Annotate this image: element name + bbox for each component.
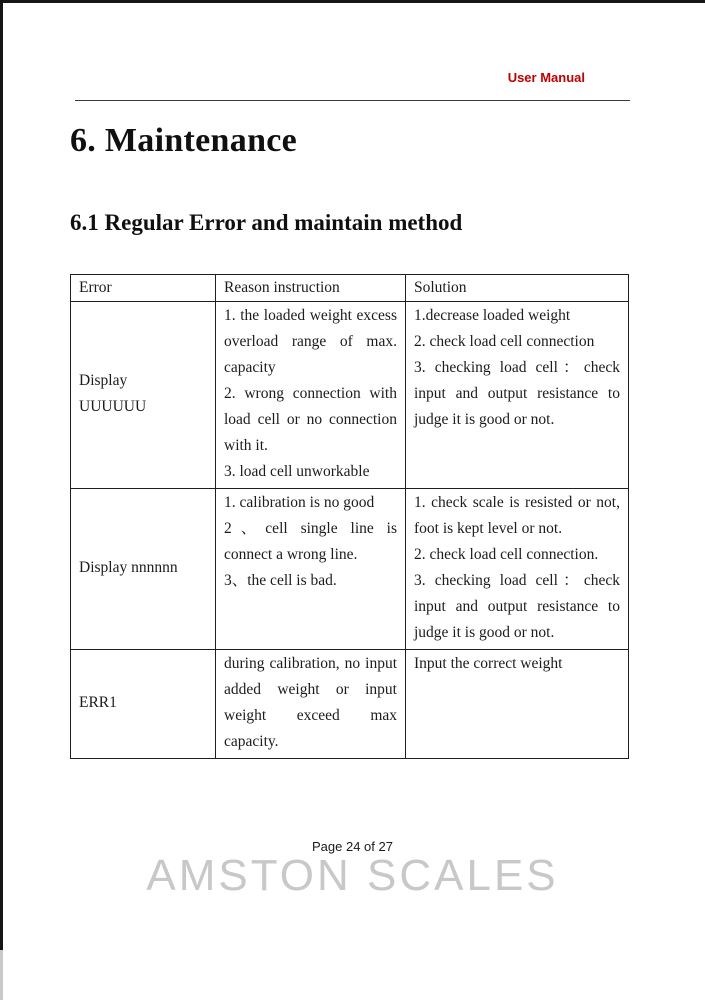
col-header-error: Error	[71, 275, 216, 302]
reason-cell: 1. calibration is no good 2、cell single line is connect a wrong line. 3、the cell is bad.	[216, 489, 406, 650]
solution-cell: Input the correct weight	[406, 650, 629, 759]
error-cell: ERR1	[71, 650, 216, 759]
section-title: 6. Maintenance	[70, 122, 298, 159]
page-footer	[0, 759, 705, 901]
error-cell: Display UUUUUU	[71, 302, 216, 489]
table-row-display-nnnnnn	[71, 489, 629, 650]
solution-cell: 1. check scale is resisted or not, foot is kept level or not. 2. check load cell connection. 3. checking load cell：check input and output resistance to judge it is good or not.	[406, 489, 629, 650]
reason-cell: during calibration, no input added weight or input weight exceed max capacity.	[216, 650, 406, 759]
reason-cell: 1. the loaded weight excess overload range of max. capacity 2. wrong connection with load cell or no connection with it. 3. load cell unworkable	[216, 302, 406, 489]
table-row-display-uuuuuu	[71, 302, 629, 489]
error-table	[70, 274, 629, 759]
table-header-row	[71, 275, 629, 302]
col-header-reason: Reason instruction	[216, 275, 406, 302]
user-manual-label: User Manual	[507, 70, 585, 85]
table-row-err1	[71, 650, 629, 759]
page-content	[0, 122, 705, 759]
page-number: Page 24 of 27	[312, 839, 393, 854]
header-rule	[75, 100, 630, 101]
solution-cell: 1.decrease loaded weight 2. check load cell connection 3. checking load cell：check input and output resistance to judge it is good or not.	[406, 302, 629, 489]
error-cell: Display nnnnnn	[71, 489, 216, 650]
col-header-solution: Solution	[406, 275, 629, 302]
scan-edge-left-fade	[0, 950, 3, 1000]
scan-edge-top	[0, 0, 705, 3]
watermark-amston-scales: AMSTON SCALES	[146, 851, 559, 900]
scan-edge-left	[0, 0, 3, 950]
subsection-title: 6.1 Regular Error and maintain method	[70, 210, 463, 235]
